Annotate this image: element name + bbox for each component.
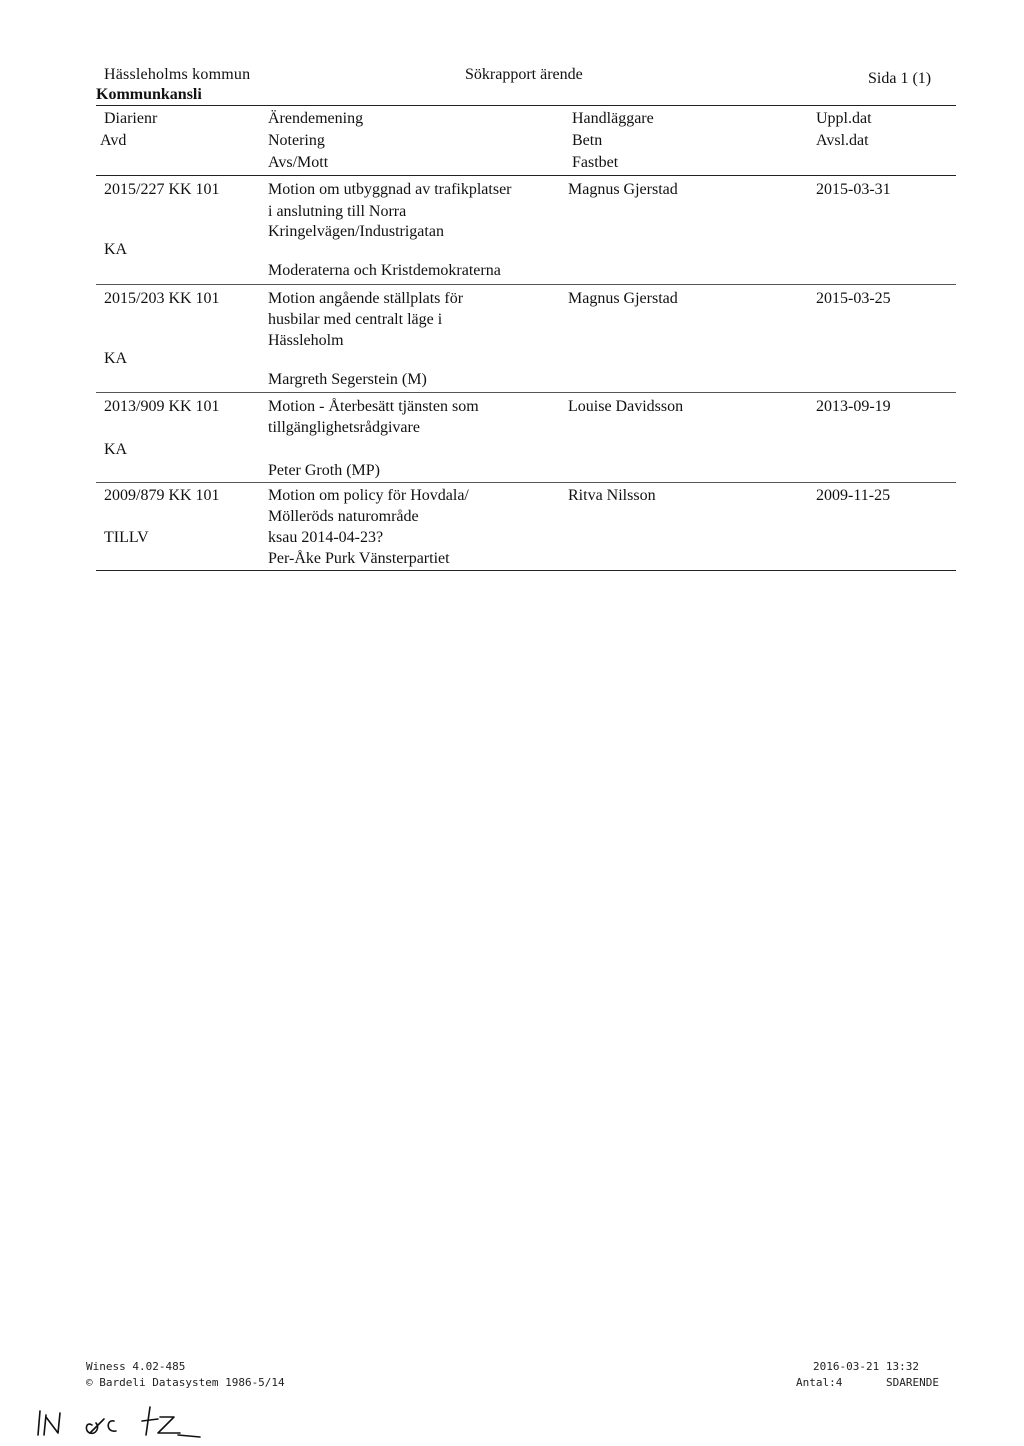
row-avd: KA xyxy=(104,441,128,458)
row-arendemening: ksau 2014-04-23? xyxy=(268,529,384,546)
row-arendemening: Motion - Återbesätt tjänsten som xyxy=(268,398,479,415)
row-diarienr: 2013/909 KK 101 xyxy=(104,398,220,415)
row-avd: KA xyxy=(104,350,128,367)
row-handlaggare: Ritva Nilsson xyxy=(568,487,656,504)
footer-copyright: © Bardeli Datasystem 1986-5/14 xyxy=(86,1376,285,1389)
footer-code: SDARENDE xyxy=(886,1376,939,1389)
page-number: Sida 1 (1) xyxy=(868,70,932,87)
row-divider xyxy=(96,284,956,285)
row-handlaggare: Louise Davidsson xyxy=(568,398,684,415)
col-fastbet: Fastbet xyxy=(572,154,619,171)
row-arendemening: Mölleröds naturområde xyxy=(268,508,419,525)
row-avs-mott: Peter Groth (MP) xyxy=(268,462,380,479)
department-name: Kommunkansli xyxy=(96,86,202,103)
row-avs-mott: Moderaterna och Kristdemokraterna xyxy=(268,262,501,279)
row-arendemening: husbilar med centralt läge i xyxy=(268,311,443,328)
header-rule-bottom xyxy=(96,175,956,176)
row-avd: TILLV xyxy=(104,529,149,546)
col-uppl-dat: Uppl.dat xyxy=(816,110,872,127)
row-avs-mott: Per-Åke Purk Vänsterpartiet xyxy=(268,550,450,567)
row-diarienr: 2015/227 KK 101 xyxy=(104,181,220,198)
col-handlaggare: Handläggare xyxy=(572,110,654,127)
row-uppl-dat: 2013-09-19 xyxy=(816,398,891,415)
row-arendemening: Motion angående ställplats för xyxy=(268,290,464,307)
row-diarienr: 2015/203 KK 101 xyxy=(104,290,220,307)
row-arendemening: Kringelvägen/Industrigatan xyxy=(268,223,444,240)
col-arendemening: Ärendemening xyxy=(268,110,364,127)
row-handlaggare: Magnus Gjerstad xyxy=(568,181,678,198)
handwritten-initials xyxy=(30,1395,230,1441)
header-rule-top xyxy=(96,105,956,106)
row-divider xyxy=(96,482,956,483)
col-avs-mott: Avs/Mott xyxy=(268,154,329,171)
row-handlaggare: Magnus Gjerstad xyxy=(568,290,678,307)
report-title: Sökrapport ärende xyxy=(465,66,583,83)
footer-software: Winess 4.02-485 xyxy=(86,1360,186,1373)
row-uppl-dat: 2009-11-25 xyxy=(816,487,891,504)
row-uppl-dat: 2015-03-31 xyxy=(816,181,891,198)
footer-datetime: 2016-03-21 13:32 xyxy=(813,1360,919,1373)
row-divider xyxy=(96,392,956,393)
row-arendemening: Motion om policy för Hovdala/ xyxy=(268,487,469,504)
row-diarienr: 2009/879 KK 101 xyxy=(104,487,220,504)
col-avd: Avd xyxy=(100,132,127,149)
row-arendemening: Hässleholm xyxy=(268,332,344,349)
col-avsl-dat: Avsl.dat xyxy=(816,132,869,149)
footer-antal: Antal:4 xyxy=(796,1376,843,1389)
col-notering: Notering xyxy=(268,132,325,149)
table-rule-bottom xyxy=(96,570,956,571)
col-diarienr: Diarienr xyxy=(104,110,158,127)
row-arendemening: tillgänglighetsrådgivare xyxy=(268,419,420,436)
row-avd: KA xyxy=(104,241,128,258)
row-uppl-dat: 2015-03-25 xyxy=(816,290,891,307)
row-arendemening: Motion om utbyggnad av trafikplatser xyxy=(268,181,512,198)
org-name: Hässleholms kommun xyxy=(104,66,251,83)
row-avs-mott: Margreth Segerstein (M) xyxy=(268,371,427,388)
row-arendemening: i anslutning till Norra xyxy=(268,203,407,220)
col-betn: Betn xyxy=(572,132,603,149)
